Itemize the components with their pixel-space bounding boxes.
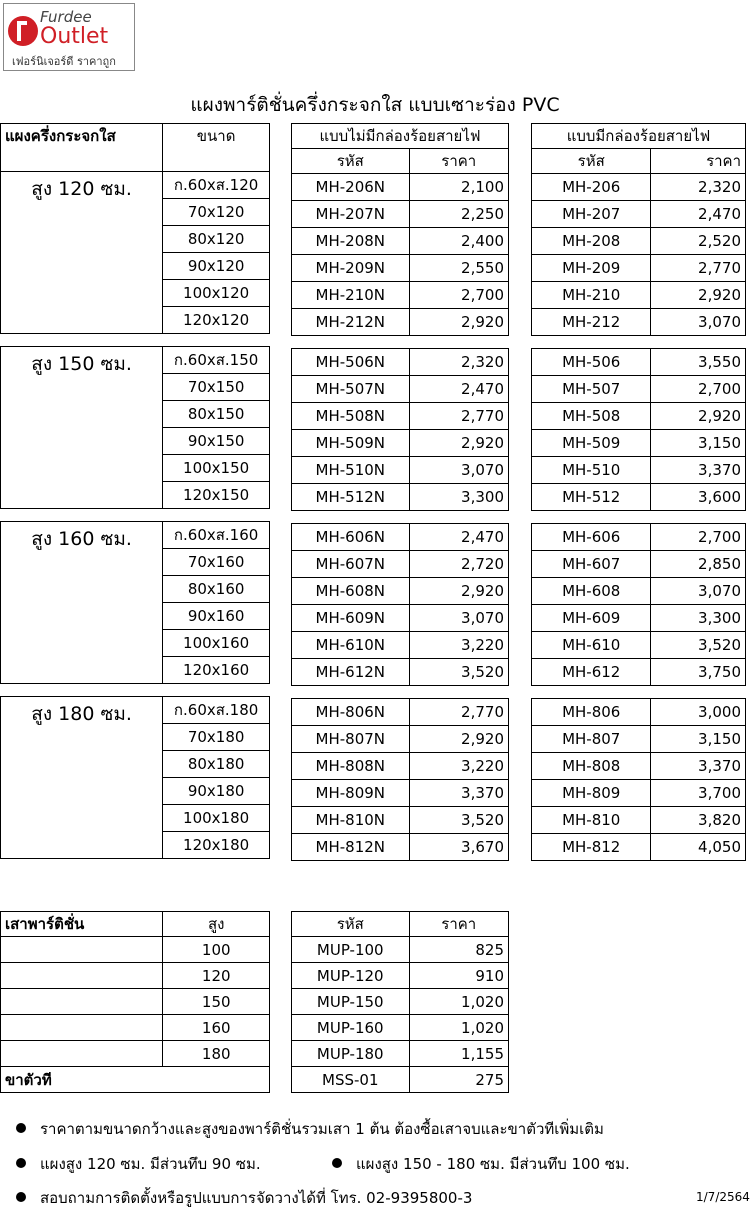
table-row (292, 659, 509, 686)
price-cell: 2,520 (651, 228, 746, 255)
price-header: ราคา (651, 149, 746, 174)
table-row (532, 699, 746, 726)
gap-cell (292, 686, 509, 699)
size-cell: 120x120 (163, 307, 270, 334)
price-cell: 3,220 (409, 753, 508, 780)
size-cell: 120x150 (163, 482, 270, 509)
table-row (292, 753, 509, 780)
price-cell: 2,920 (651, 403, 746, 430)
post-height-cell: 150 (163, 989, 270, 1015)
table-row (292, 699, 509, 726)
size-cell: 90x160 (163, 603, 270, 630)
table-row (292, 726, 509, 753)
price-cell: 3,520 (409, 659, 508, 686)
code-cell: MH-809N (292, 780, 410, 807)
size-cell: 80x160 (163, 576, 270, 603)
price-cell: 3,150 (651, 726, 746, 753)
price-cell: 3,600 (651, 484, 746, 511)
table-row (292, 228, 509, 255)
size-cell: 100x150 (163, 455, 270, 482)
code-cell: MH-212 (532, 309, 651, 336)
price-cell: 3,520 (409, 807, 508, 834)
code-cell: MH-507 (532, 376, 651, 403)
price-cell: 3,670 (409, 834, 508, 861)
table-row (292, 807, 509, 834)
date-label: 1/7/2564 (696, 1190, 750, 1204)
post-price-table (291, 911, 509, 1093)
code-cell: MH-207 (532, 201, 651, 228)
table-row (532, 201, 746, 228)
post-height-cell: 120 (163, 963, 270, 989)
with-trunk-price-table (531, 123, 746, 861)
code-cell: MH-207N (292, 201, 410, 228)
table-row (1, 1067, 270, 1093)
bullet-icon (16, 1123, 26, 1133)
code-cell: MH-508N (292, 403, 410, 430)
code-cell: MH-812 (532, 834, 651, 861)
group-gap (532, 686, 746, 699)
price-cell: 2,920 (409, 430, 508, 457)
code-cell: MH-206N (292, 174, 410, 201)
note-1-text: ราคาตามขนาดกว้างและสูงของพาร์ติชั่นรวมเสา 1 ต้น ต้องซื้อเสาจบและขาตัวทีเพิ่มเติม (40, 1120, 604, 1138)
code-cell: MH-212N (292, 309, 410, 336)
code-cell: MH-508 (532, 403, 651, 430)
code-cell: MH-510 (532, 457, 651, 484)
code-cell: MH-512N (292, 484, 410, 511)
table-row (292, 1015, 509, 1041)
table-row (292, 255, 509, 282)
size-cell: 70x160 (163, 549, 270, 576)
bullet-icon (332, 1158, 342, 1168)
table-row (292, 578, 509, 605)
table-row (292, 989, 509, 1015)
size-header: ขนาด (163, 124, 270, 172)
code-cell: MH-208N (292, 228, 410, 255)
table-row (292, 551, 509, 578)
price-cell: 2,770 (409, 403, 508, 430)
price-cell: 2,700 (651, 524, 746, 551)
size-cell: 80x180 (163, 751, 270, 778)
code-cell: MH-206 (532, 174, 651, 201)
price-cell: 2,920 (409, 578, 508, 605)
no-trunk-price-table (291, 123, 509, 861)
post-height-cell: 180 (163, 1041, 270, 1067)
furdee-logo-icon (8, 16, 38, 46)
table-row (532, 228, 746, 255)
code-cell: MH-812N (292, 834, 410, 861)
code-cell: MH-509 (532, 430, 651, 457)
price-cell: 3,300 (651, 605, 746, 632)
table-row (532, 605, 746, 632)
gap-cell (1, 509, 270, 522)
gap-cell (292, 511, 509, 524)
panel-size-table (0, 123, 270, 859)
code-cell: MH-612N (292, 659, 410, 686)
table-row (1, 697, 270, 724)
table-row (1, 989, 270, 1015)
price-header: ราคา (409, 149, 508, 174)
price-cell: 2,400 (409, 228, 508, 255)
post-price-cell: 1,020 (409, 1015, 508, 1041)
table-row (1, 1015, 270, 1041)
table-row (532, 659, 746, 686)
size-cell: 80x120 (163, 226, 270, 253)
table-row (292, 632, 509, 659)
code-cell: MH-809 (532, 780, 651, 807)
empty-cell (1, 937, 163, 963)
code-cell: MH-210N (292, 282, 410, 309)
post-code-cell: MUP-150 (292, 989, 410, 1015)
table-row (292, 1041, 509, 1067)
post-price-cell: 1,020 (409, 989, 508, 1015)
code-cell: MH-208 (532, 228, 651, 255)
posts-header: เสาพาร์ติชั่น (1, 912, 163, 937)
post-height-cell: 100 (163, 937, 270, 963)
size-cell: 120x180 (163, 832, 270, 859)
gap-cell (532, 686, 746, 699)
table-row (532, 174, 746, 201)
size-cell: 90x180 (163, 778, 270, 805)
foot-label: ขาตัวที (1, 1067, 270, 1093)
price-cell: 3,070 (651, 578, 746, 605)
page-title: แผงพาร์ติชั่นครึ่งกระจกใส แบบเซาะร่อง PVC (190, 94, 560, 116)
note-1 (16, 1117, 604, 1141)
price-cell: 3,520 (651, 632, 746, 659)
post-height-table (0, 911, 270, 1093)
code-cell: MH-808 (532, 753, 651, 780)
empty-cell (1, 1041, 163, 1067)
table-row (532, 753, 746, 780)
price-cell: 2,920 (651, 282, 746, 309)
price-cell: 2,320 (651, 174, 746, 201)
price-cell: 2,470 (409, 524, 508, 551)
group-gap (292, 511, 509, 524)
note-4-text: สอบถามการติดตั้งหรือรูปแบบการจัดวางได้ที่ โทร. 02-9395800-3 (40, 1189, 473, 1207)
table-row (532, 282, 746, 309)
logo-outlet: Outlet (40, 24, 109, 49)
code-cell: MH-507N (292, 376, 410, 403)
price-cell: 3,700 (651, 780, 746, 807)
group-height-label: สูง 160 ซม. (1, 522, 163, 684)
code-cell: MH-807 (532, 726, 651, 753)
note-3 (332, 1152, 630, 1176)
gap-cell (292, 336, 509, 349)
table-row (292, 605, 509, 632)
table-row (292, 430, 509, 457)
group-height-label: สูง 120 ซม. (1, 172, 163, 334)
table-row (292, 780, 509, 807)
table-row (292, 403, 509, 430)
posts-price-header: ราคา (409, 912, 508, 937)
price-cell: 3,070 (409, 457, 508, 484)
code-header: รหัส (532, 149, 651, 174)
code-cell: MH-608 (532, 578, 651, 605)
size-cell: ก.60xส.150 (163, 347, 270, 374)
size-cell: 70x150 (163, 374, 270, 401)
table-row (532, 403, 746, 430)
table-row (532, 551, 746, 578)
table-row (292, 963, 509, 989)
gap-cell (1, 334, 270, 347)
table-row (532, 309, 746, 336)
price-cell: 2,320 (409, 349, 508, 376)
note-4 (16, 1186, 472, 1210)
table-row (532, 524, 746, 551)
price-cell: 2,770 (409, 699, 508, 726)
group-gap (532, 336, 746, 349)
table-row (532, 780, 746, 807)
size-cell: 120x160 (163, 657, 270, 684)
price-cell: 3,370 (651, 457, 746, 484)
price-cell: 3,300 (409, 484, 508, 511)
logo-brand: Furdee (40, 8, 92, 26)
group-height-label: สูง 150 ซม. (1, 347, 163, 509)
price-cell: 2,720 (409, 551, 508, 578)
table-row (532, 149, 746, 174)
price-cell: 3,070 (651, 309, 746, 336)
gap-cell (1, 684, 270, 697)
code-cell: MH-609N (292, 605, 410, 632)
table-row (1, 937, 270, 963)
code-cell: MH-607N (292, 551, 410, 578)
table-row (292, 282, 509, 309)
table-row (1, 347, 270, 374)
posts-height-header: สูง (163, 912, 270, 937)
table-row (292, 309, 509, 336)
code-cell: MH-612 (532, 659, 651, 686)
size-cell: 80x150 (163, 401, 270, 428)
code-cell: MH-510N (292, 457, 410, 484)
group-height-label: สูง 180 ซม. (1, 697, 163, 859)
table-row (292, 457, 509, 484)
code-cell: MH-506N (292, 349, 410, 376)
code-cell: MH-807N (292, 726, 410, 753)
table-row (292, 124, 509, 149)
empty-cell (1, 963, 163, 989)
price-cell: 3,370 (651, 753, 746, 780)
post-code-cell: MUP-120 (292, 963, 410, 989)
size-cell: 100x160 (163, 630, 270, 657)
gap-cell (532, 511, 746, 524)
price-cell: 3,820 (651, 807, 746, 834)
posts-code-header: รหัส (292, 912, 410, 937)
price-cell: 2,920 (409, 309, 508, 336)
code-cell: MH-607 (532, 551, 651, 578)
gap-cell (532, 336, 746, 349)
table-row (292, 912, 509, 937)
table-row (532, 632, 746, 659)
table-row (532, 349, 746, 376)
price-cell: 2,550 (409, 255, 508, 282)
table-row (532, 578, 746, 605)
size-cell: ก.60xส.160 (163, 522, 270, 549)
table-row (1, 963, 270, 989)
post-height-cell: 160 (163, 1015, 270, 1041)
code-cell: MH-610N (292, 632, 410, 659)
table-row (292, 149, 509, 174)
table-row (292, 349, 509, 376)
price-cell: 3,070 (409, 605, 508, 632)
code-cell: MH-810 (532, 807, 651, 834)
code-cell: MH-606 (532, 524, 651, 551)
size-cell: 90x120 (163, 253, 270, 280)
post-code-cell: MUP-100 (292, 937, 410, 963)
note-2-text: แผงสูง 120 ซม. มีส่วนทึบ 90 ซม. (40, 1155, 261, 1173)
price-cell: 3,550 (651, 349, 746, 376)
code-cell: MH-506 (532, 349, 651, 376)
code-cell: MH-806N (292, 699, 410, 726)
price-cell: 2,470 (409, 376, 508, 403)
price-cell: 2,920 (409, 726, 508, 753)
code-cell: MH-509N (292, 430, 410, 457)
price-cell: 2,100 (409, 174, 508, 201)
panel-header: แผงครึ่งกระจกใส (1, 124, 163, 172)
table-row (292, 376, 509, 403)
table-row (532, 484, 746, 511)
price-cell: 2,250 (409, 201, 508, 228)
table-row (532, 430, 746, 457)
code-cell: MH-609 (532, 605, 651, 632)
price-cell: 3,750 (651, 659, 746, 686)
table-row (292, 484, 509, 511)
code-cell: MH-209N (292, 255, 410, 282)
price-cell: 2,470 (651, 201, 746, 228)
code-cell: MH-512 (532, 484, 651, 511)
size-cell: ก.60xส.120 (163, 172, 270, 199)
price-cell: 3,370 (409, 780, 508, 807)
group-gap (292, 686, 509, 699)
table-row (292, 201, 509, 228)
post-code-cell: MUP-160 (292, 1015, 410, 1041)
post-code-cell: MUP-180 (292, 1041, 410, 1067)
table-row (1, 172, 270, 199)
post-price-cell: 825 (409, 937, 508, 963)
empty-cell (1, 989, 163, 1015)
group-gap (1, 684, 270, 697)
group-gap (532, 511, 746, 524)
empty-cell (1, 1015, 163, 1041)
price-cell: 3,150 (651, 430, 746, 457)
table-row (292, 834, 509, 861)
code-header: รหัส (292, 149, 410, 174)
table-row (532, 255, 746, 282)
post-price-cell: 910 (409, 963, 508, 989)
bullet-icon (16, 1158, 26, 1168)
size-cell: 90x150 (163, 428, 270, 455)
price-cell: 2,700 (409, 282, 508, 309)
note-3-text: แผงสูง 150 - 180 ซม. มีส่วนทึบ 100 ซม. (356, 1155, 630, 1173)
price-cell: 2,850 (651, 551, 746, 578)
table-row (1, 912, 270, 937)
price-cell: 4,050 (651, 834, 746, 861)
furdee-outlet-logo (3, 3, 135, 71)
foot-price-cell: 275 (409, 1067, 508, 1093)
table-row (532, 807, 746, 834)
size-cell: 70x180 (163, 724, 270, 751)
size-cell: 100x120 (163, 280, 270, 307)
table-row (1, 522, 270, 549)
code-cell: MH-806 (532, 699, 651, 726)
code-cell: MH-606N (292, 524, 410, 551)
code-cell: MH-210 (532, 282, 651, 309)
size-cell: 70x120 (163, 199, 270, 226)
code-cell: MH-209 (532, 255, 651, 282)
group-gap (1, 334, 270, 347)
post-price-cell: 1,155 (409, 1041, 508, 1067)
code-cell: MH-608N (292, 578, 410, 605)
table-row (532, 457, 746, 484)
table-row (532, 124, 746, 149)
price-cell: 3,000 (651, 699, 746, 726)
code-cell: MH-610 (532, 632, 651, 659)
table-row (532, 834, 746, 861)
table-row (532, 726, 746, 753)
table-row (1, 1041, 270, 1067)
price-cell: 2,700 (651, 376, 746, 403)
table-row (292, 174, 509, 201)
table-row (292, 1067, 509, 1093)
no-trunk-header: แบบไม่มีกล่องร้อยสายไฟ (292, 124, 509, 149)
group-gap (1, 509, 270, 522)
table-row (292, 937, 509, 963)
foot-code-cell: MSS-01 (292, 1067, 410, 1093)
code-cell: MH-808N (292, 753, 410, 780)
price-cell: 2,770 (651, 255, 746, 282)
size-cell: 100x180 (163, 805, 270, 832)
note-2 (16, 1152, 261, 1176)
with-trunk-header: แบบมีกล่องร้อยสายไฟ (532, 124, 746, 149)
table-row (292, 524, 509, 551)
group-gap (292, 336, 509, 349)
size-cell: ก.60xส.180 (163, 697, 270, 724)
code-cell: MH-810N (292, 807, 410, 834)
price-cell: 3,220 (409, 632, 508, 659)
logo-tagline: เฟอร์นิเจอร์ดี ราคาถูก (12, 55, 116, 68)
bullet-icon (16, 1192, 26, 1202)
table-row (532, 376, 746, 403)
